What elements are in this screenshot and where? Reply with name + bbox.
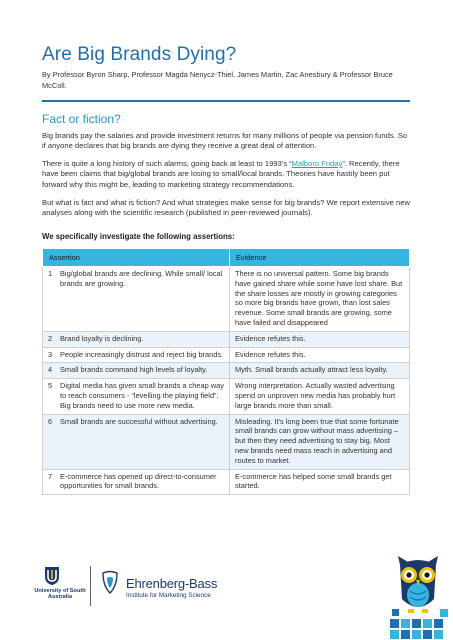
table-row <box>43 331 410 347</box>
evidence-column-header: Evidence <box>230 249 410 267</box>
row-number: 3 <box>43 347 56 363</box>
table-row <box>43 414 410 469</box>
table-header-row <box>43 249 410 267</box>
table-intro: We specifically investigate the following assertions: <box>42 232 235 241</box>
history-text-end: ”. Recently, there have been claims that big/global brands are losing to small/local brands. Theories have hastily been put forward why this might be, leading to marketing strategy recommendations. <box>42 159 400 189</box>
assertion-cell: Small brands are successful without advertising. <box>55 414 230 469</box>
section-heading: Fact or fiction? <box>42 112 121 126</box>
assertion-cell: Digital media has given small brands a cheap way to reach consumers - “levelling the playing field”. Big brands need to use more new media. <box>55 379 230 414</box>
logo-divider <box>90 566 91 606</box>
institute-name: Ehrenberg-Bass <box>126 576 218 591</box>
table-row <box>43 347 410 363</box>
table-row <box>43 469 410 495</box>
history-paragraph <box>42 159 410 190</box>
intro-paragraph: Big brands pay the salaries and provide investment returns for many millions of people via pension funds. So if anyone declares that big brands are dying they receive a great deal of attention. <box>42 131 408 151</box>
page-title: Are Big Brands Dying? <box>42 44 237 65</box>
university-name: University of South Australia <box>34 588 86 601</box>
assertion-cell: Small brands command high levels of loyalty. <box>55 363 230 379</box>
unisa-crest-icon <box>44 566 60 586</box>
evidence-cell: Misleading. It's long been true that some fortunate small brands can grow without mass advertising – but then they need advertising to stay big. Most new brands need mass reach in advertising and routes to market. <box>230 414 410 469</box>
institute-subtitle: Institute for Marketing Science <box>126 592 211 599</box>
evidence-cell: Evidence refutes this. <box>230 331 410 347</box>
footer-logos <box>34 566 244 606</box>
assertion-column-header: Assertion <box>43 249 230 267</box>
evidence-cell: Wrong interpretation. Actually wasted advertising spend on unproven new media has probably hurt large brands more than small. <box>230 379 410 414</box>
assertion-cell: E-commerce has opened up direct-to-consumer opportunities for small brands. <box>55 469 230 495</box>
table-row <box>43 363 410 379</box>
title-divider <box>42 100 410 102</box>
row-number: 2 <box>43 331 56 347</box>
assertions-table <box>42 248 410 495</box>
row-number: 5 <box>43 379 56 414</box>
row-number: 6 <box>43 414 56 469</box>
evidence-cell: Evidence refutes this. <box>230 347 410 363</box>
fact-fiction-paragraph: But what is fact and what is fiction? And what strategies make sense for big brands? We report extensive new analyses along with the scientific research (published in peer-reviewed journals). <box>42 198 410 218</box>
assertion-cell: Big/global brands are declining. While small/ local brands are growing. <box>55 267 230 332</box>
table-row <box>43 379 410 414</box>
evidence-cell: Myth. Small brands actually attract less loyalty. <box>230 363 410 379</box>
malboro-friday-link[interactable]: Malboro Friday <box>291 159 343 168</box>
evidence-cell: E-commerce has helped some small brands get started. <box>230 469 410 495</box>
assertion-cell: People increasingly distrust and reject big brands. <box>55 347 230 363</box>
history-text-start: There is quite a long history of such alarms, going back at least to 1993's “ <box>42 159 292 168</box>
owl-mascot-icon <box>388 553 450 640</box>
row-number: 4 <box>43 363 56 379</box>
evidence-cell: There is no universal pattern. Some big brands have gained share while some have lost share. But the share losses are mostly in growing categories so more big brands have grown, than lost sales revenue. Some small brands are growing, some have failed and disappeared <box>230 267 410 332</box>
row-number: 7 <box>43 469 56 495</box>
table-row <box>43 267 410 332</box>
assertion-cell: Brand loyalty is declining. <box>55 331 230 347</box>
ehrenberg-bass-mark-icon <box>100 570 120 596</box>
row-number: 1 <box>43 267 56 332</box>
authors-line: By Professor Byron Sharp, Professor Magda Nenycz-Thiel, James Martin, Zac Anesbury & Professor Bruce McColl. <box>42 70 393 90</box>
